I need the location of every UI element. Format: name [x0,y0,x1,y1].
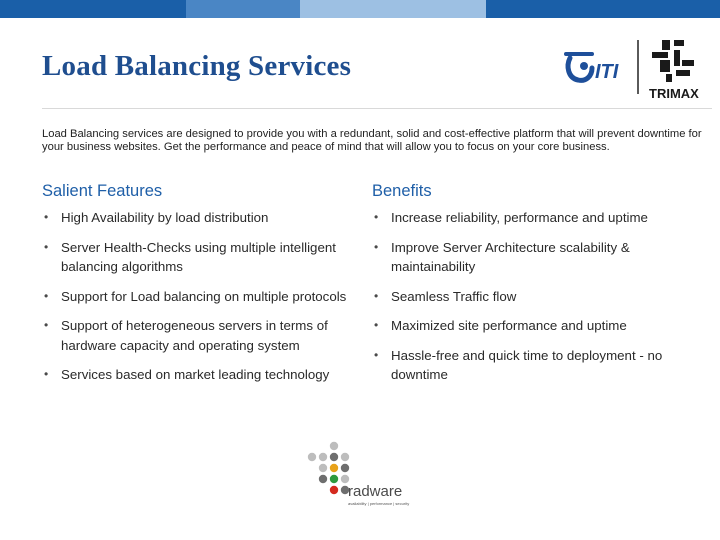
list-item-text: Maximized site performance and uptime [391,318,627,333]
radware-logo [298,440,424,508]
top-bar-segment [486,0,720,18]
bullet-icon: • [374,239,379,254]
list-item-text: Improve Server Architecture scalability & maintainability [391,239,630,274]
top-bar-segment [300,0,486,18]
top-color-bar [0,0,720,18]
salient-features-list [44,208,354,395]
salient-features-heading: Salient Features [42,182,163,200]
list-item [374,346,694,385]
list-item-text: Support for Load balancing on multiple protocols [61,288,347,304]
bullet-icon: • [374,318,379,332]
list-item [374,316,694,336]
list-item-text: Support of heterogeneous servers in terms of hardware capacity and operating system [61,318,328,353]
slide-title: Load Balancing Services [42,50,352,82]
benefits-heading: Benefits [372,182,432,200]
bullet-icon: • [374,347,379,362]
list-item [44,208,354,228]
bullet-icon: • [44,239,49,254]
intro-paragraph: Load Balancing services are designed to provide you with a redundant, solid and cost-effective platform that will prevent downtime for your business websites. Get the performance and peace of mind that will allow you to focus on your core business. [42,128,702,153]
partner-logos [562,36,712,102]
bullet-icon: • [44,318,49,332]
list-item [44,316,354,355]
iti-logo-icon [562,36,712,102]
iti-logo-text: ITI [595,61,619,83]
top-bar-segment [0,0,186,18]
bullet-icon: • [44,210,49,224]
bullet-icon: • [374,288,379,303]
title-divider [42,108,712,109]
list-item-text: Services based on market leading technology [61,367,330,382]
radware-tagline: availability | performance | security [348,501,410,506]
radware-logo-text: radware [348,483,403,500]
list-item-text: Hassle-free and quick time to deployment - no downtime [391,347,663,382]
list-item [374,238,694,277]
list-item-text: Seamless Traffic flow [391,288,517,304]
trimax-logo-text: TRIMAX [649,86,699,101]
list-item-text: High Availability by load distribution [61,210,269,225]
list-item-text: Increase reliability, performance and uptime [391,210,648,225]
trimax-logo-icon [652,40,694,82]
list-item-text: Server Health-Checks using multiple intelligent balancing algorithms [61,239,336,274]
list-item [44,238,354,277]
benefits-list [374,208,694,395]
top-bar-segment [186,0,300,18]
bullet-icon: • [44,367,49,381]
radware-dots-icon [298,440,424,508]
list-item [44,287,354,307]
list-item [374,287,694,307]
bullet-icon: • [44,288,49,303]
list-item [374,208,694,228]
bullet-icon: • [374,210,379,224]
list-item [44,365,354,385]
